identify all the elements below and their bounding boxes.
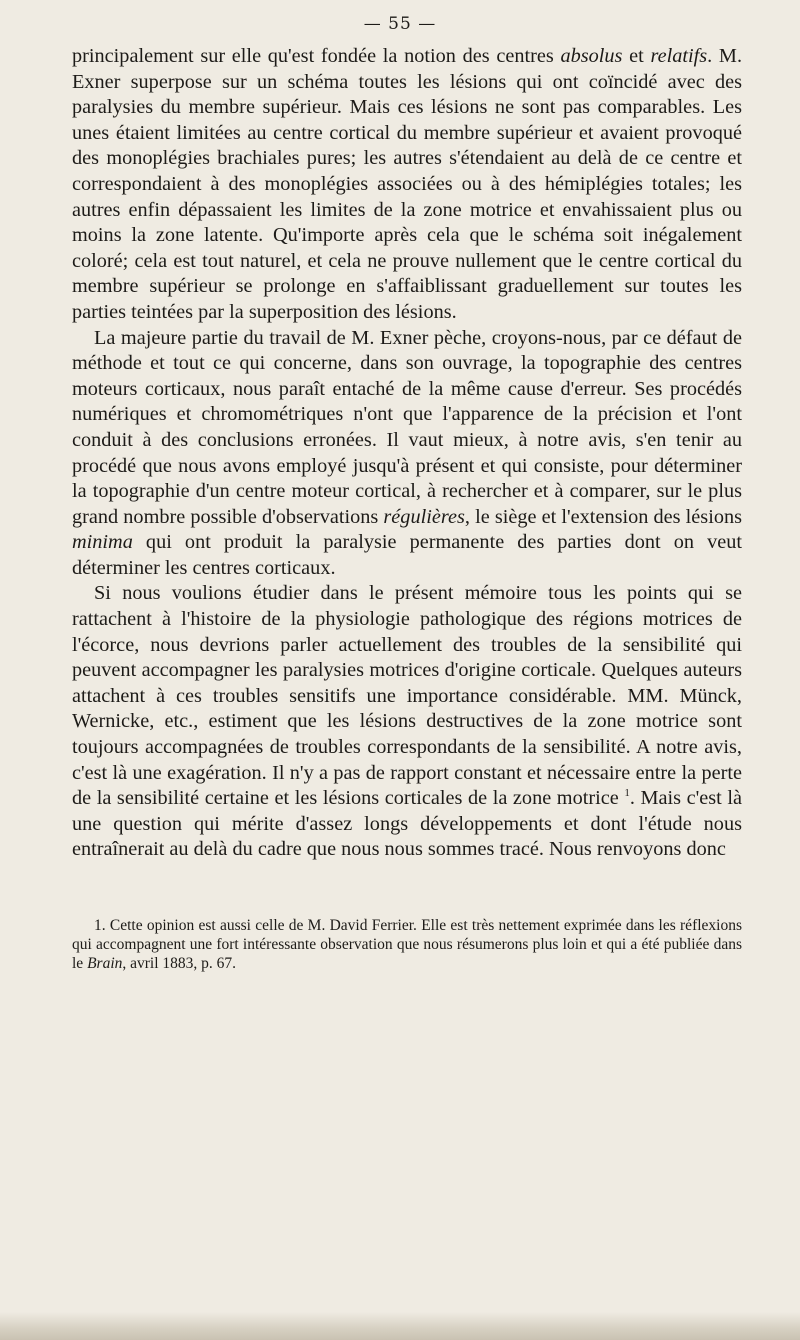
italic-text: relatifs — [650, 45, 708, 67]
text-run: 1. Cette opinion est aussi celle de M. David Ferrier. Elle est très nettement exprimée dans les réflexions qui accompagnent une fort intéressante observation que nous résumerons plus loin et qui a été publiée dans le — [72, 917, 742, 972]
page-number: — 55 — — [363, 14, 437, 34]
page-bottom-edge — [0, 1312, 800, 1340]
footnote-text — [72, 916, 742, 973]
text-run: Si nous voulions étudier dans le présent mémoire tous les points qui se rattachent à l'histoire de la physiologie pathologique des régions motrices de l'écorce, nous devrions parler actuellement des troubles de la sensibilité qui peuvent accompagner les paralysies motrices d'origine corticale. Quelques auteurs attachent à ces troubles sensitifs une importance considérable. MM. Münck, Wernicke, etc., estiment que les lésions destructives de la zone motrice sont toujours accompagnées de troubles correspondants de la sensibilité. A notre avis, c'est là une exagération. Il n'y a pas de rapport constant et nécessaire entre la perte de la sensibilité certaine et les lésions corticales de la zone motrice — [72, 582, 742, 810]
footnote — [72, 916, 742, 973]
body-text — [72, 44, 742, 863]
text-run: La majeure partie du travail de M. Exner pèche, croyons-nous, par ce défaut de méthode et tout ce qui concerne, dans son ouvrage, la topographie des centres moteurs corticaux, nous paraît entaché de la même cause d'erreur. Ses procédés numériques et chromométriques n'ont que l'apparence de la précision et l'ont conduit à des conclusions erronées. Il vaut mieux, à notre avis, s'en tenir au procédé que nous avons employé jusqu'à présent et qui consiste, pour déterminer la topographie d'un centre moteur cortical, à rechercher et à comparer, sur le plus grand nombre possible d'observations — [72, 326, 742, 528]
italic-text: régulières — [383, 505, 465, 528]
paragraph — [72, 326, 742, 582]
text-run: principalement sur elle qu'est fondée la notion des centres — [72, 45, 561, 67]
text-run: . Mais c'est là une question qui mérite d'assez longs développements et dont l'étude nous entraînerait au delà du cadre que nous nous sommes tracé. Nous renvoyons donc — [72, 787, 742, 861]
paragraph — [72, 581, 742, 863]
italic-text: Brain — [87, 955, 123, 972]
text-run: , le siège et l'extension des lésions — [464, 505, 743, 528]
text-run: , avril 1883, p. 67. — [122, 955, 237, 972]
paragraph — [72, 44, 742, 326]
italic-text: minima — [72, 531, 133, 554]
italic-text: absolus — [560, 45, 623, 67]
text-run: qui ont produit la paralysie permanente des parties dont on veut déterminer les centres corticaux. — [72, 531, 742, 579]
text-run: . M. Exner superpose sur un schéma toutes les lésions qui ont coïncidé avec des paralysies du membre supérieur. Mais ces lésions ne sont pas comparables. Les unes étaient limitées au centre cortical du membre supérieur et avaient provoqué des monoplégies brachiales pures; les autres s'étendaient au delà de ce centre et correspondaient à des monoplégies associées ou à des hémiplégies totales; les autres enfin dépassaient les limites de la zone motrice et envahissaient plus ou moins la zone latente. Qu'importe après cela que le schéma soit inégalement coloré; cela est tout naturel, et cela ne prouve nullement que le centre cortical du membre supérieur se prolonge en s'affaiblissant graduellement sur toutes les parties teintées par la superposition des lésions. — [72, 45, 743, 323]
footnote-ref: 1 — [624, 787, 630, 800]
text-run: et — [622, 45, 651, 67]
